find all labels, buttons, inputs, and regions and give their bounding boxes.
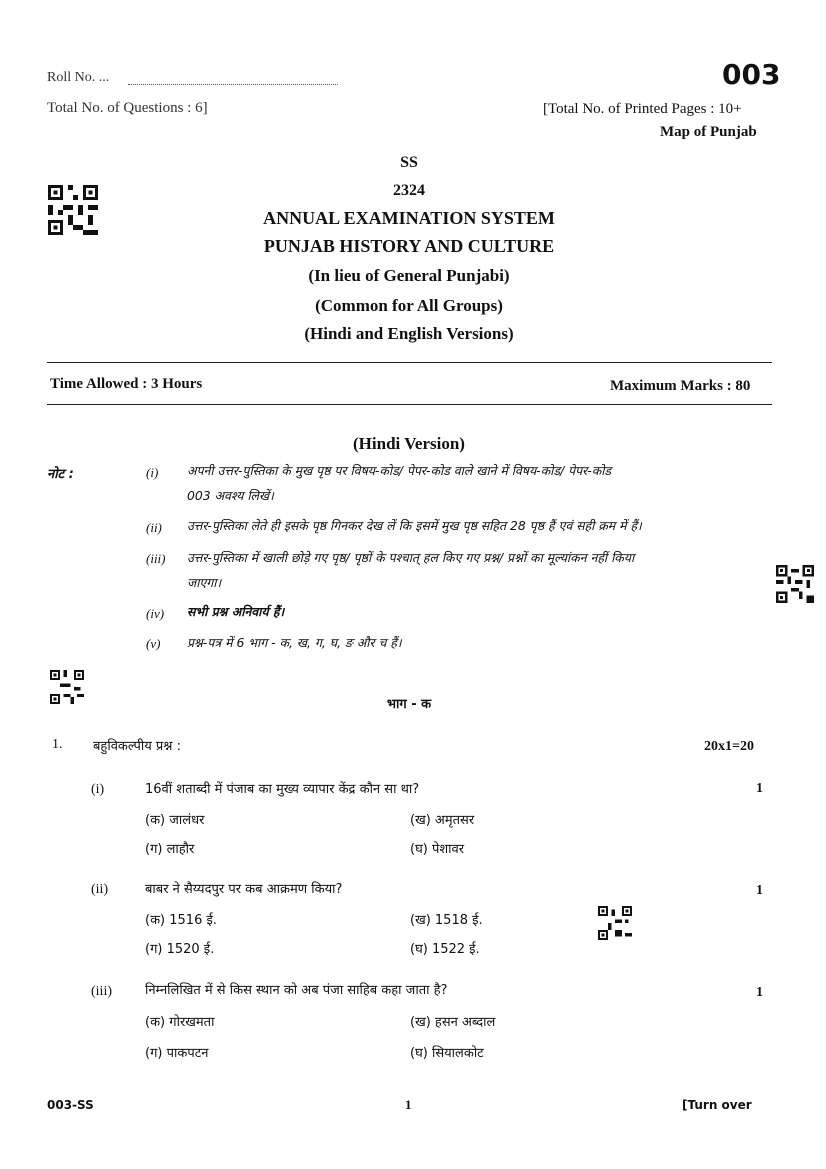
subquestion-marks: 1 xyxy=(756,781,763,796)
option[interactable]: (क) गोरखमता xyxy=(145,1015,215,1030)
turn-over: [Turn over xyxy=(682,1098,752,1112)
hindi-version-heading: (Hindi Version) xyxy=(353,434,465,453)
note-number: (iv) xyxy=(146,606,165,621)
question-marks: 20x1=20 xyxy=(704,739,754,754)
groups-note: (Common for All Groups) xyxy=(315,296,503,315)
note-text: उत्तर-पुस्तिका लेते ही इसके पृष्ठ गिनकर देख लें कि इसमें मुख पृष्ठ सहित 28 पृष्ठ हैं एवं सही क्रम में हैं। xyxy=(187,518,642,533)
option[interactable]: (ग) पाकपटन xyxy=(145,1046,209,1061)
note-number: (iii) xyxy=(146,551,166,566)
page-number: 1 xyxy=(405,1097,412,1112)
option[interactable]: (ख) हसन अब्दाल xyxy=(410,1015,496,1030)
option[interactable]: (ख) अमृतसर xyxy=(410,813,475,828)
note-number: (ii) xyxy=(146,520,162,535)
section-heading: भाग - क xyxy=(386,697,432,712)
qr-code-icon xyxy=(48,185,98,235)
time-allowed: Time Allowed : 3 Hours xyxy=(50,376,203,392)
footer-code: 003-SS xyxy=(47,1098,94,1112)
paper-number: 2324 xyxy=(393,182,425,199)
option[interactable]: (ग) लाहौर xyxy=(145,842,195,857)
option[interactable]: (घ) पेशावर xyxy=(410,842,465,857)
question-number: 1. xyxy=(52,737,63,752)
note-label: नोट : xyxy=(47,467,74,482)
option[interactable]: (घ) सियालकोट xyxy=(410,1046,484,1061)
qr-code-icon xyxy=(50,670,84,704)
option[interactable]: (क) 1516 ई. xyxy=(145,913,217,928)
qr-code-icon xyxy=(598,906,632,940)
versions-note: (Hindi and English Versions) xyxy=(304,324,514,343)
option[interactable]: (घ) 1522 ई. xyxy=(410,942,480,957)
subquestion-number: (ii) xyxy=(91,882,109,897)
option[interactable]: (ग) 1520 ई. xyxy=(145,942,215,957)
option[interactable]: (ख) 1518 ई. xyxy=(410,913,483,928)
question-label: बहुविकल्पीय प्रश्न : xyxy=(93,739,182,754)
subject-title: PUNJAB HISTORY AND CULTURE xyxy=(263,236,555,256)
note-text: अपनी उत्तर-पुस्तिका के मुख पृष्ठ पर विषय-कोड/ पेपर-कोड वाले खाने में विषय-कोड/ पेपर-कोड xyxy=(187,463,612,478)
subquestion-number: (i) xyxy=(91,782,105,797)
subquestion-number: (iii) xyxy=(91,984,112,999)
qr-code-icon xyxy=(776,565,814,603)
note-text: जाएगा। xyxy=(187,575,222,590)
note-text: प्रश्न-पत्र में 6 भाग - क, ख, ग, घ, ङ और च हैं। xyxy=(187,635,402,650)
note-text: सभी प्रश्न अनिवार्य हैं। xyxy=(187,604,285,619)
note-number: (i) xyxy=(146,465,159,480)
subquestion-text: 16वीं शताब्दी में पंजाब का मुख्य व्यापार केंद्र कौन सा था? xyxy=(145,782,420,797)
note-text: उत्तर-पुस्तिका में खाली छोड़े गए पृष्ठ/ पृष्ठों के पश्चात् हल किए गए प्रश्न/ प्रश्नों का मूल्यांकन नहीं किया xyxy=(187,550,635,565)
series-code: SS xyxy=(400,154,418,171)
option[interactable]: (क) जालंधर xyxy=(145,813,205,828)
total-questions: Total No. of Questions : 6] xyxy=(47,100,208,116)
maximum-marks: Maximum Marks : 80 xyxy=(610,378,751,394)
exam-system: ANNUAL EXAMINATION SYSTEM xyxy=(263,208,555,228)
roll-number-line xyxy=(128,84,338,85)
subquestion-marks: 1 xyxy=(756,985,763,1000)
roll-number-label: Roll No. ... xyxy=(47,70,110,85)
subquestion-marks: 1 xyxy=(756,883,763,898)
note-number: (v) xyxy=(146,636,161,651)
total-printed-pages: [Total No. of Printed Pages : 10+ xyxy=(543,101,742,117)
note-text: 003 अवश्य लिखें। xyxy=(187,488,274,503)
divider-bottom xyxy=(47,404,772,405)
lieu-note: (In lieu of General Punjabi) xyxy=(308,266,510,285)
divider-top xyxy=(47,362,772,363)
subquestion-text: बाबर ने सैय्यदपुर पर कब आक्रमण किया? xyxy=(145,882,343,897)
paper-code: 003 xyxy=(722,58,781,91)
map-note: Map of Punjab xyxy=(660,124,757,140)
subquestion-text: निम्नलिखित में से किस स्थान को अब पंजा साहिब कहा जाता है? xyxy=(145,983,448,998)
